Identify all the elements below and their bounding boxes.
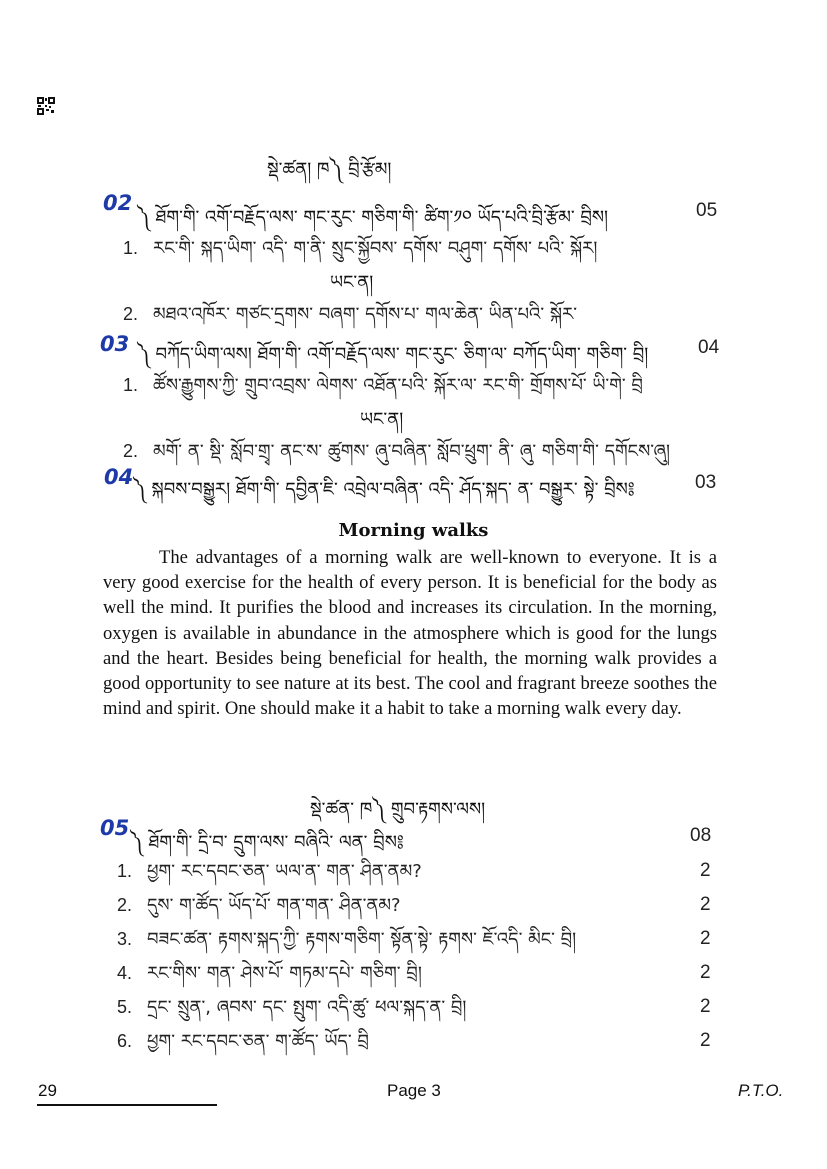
item-number: 1. [123, 238, 139, 258]
item-text: བཟང་ཚན་ རྟགས་སྐད་ཀྱི་ རྟགས་གཅིག་ སྟོན་སྟེ་ རྟགས་ ཇོ་འདི་ མིང་ བྲི། [147, 929, 577, 950]
page-number: Page 3 [387, 1081, 441, 1100]
item-text: དྲང་ སྲུན་, ཞབས་ དང་ སྤུག་ འདི་ཚུ་ ཕལ་སྐད་ན་ བྲི། [147, 997, 467, 1018]
item-number: 2. [123, 441, 139, 461]
item-marks: 2 [700, 894, 711, 915]
question-marks: 08 [690, 825, 712, 846]
question-number: 03 [100, 332, 130, 356]
passage-body [103, 545, 717, 721]
item-text: དུས་ ག་ཚོད་ ཡོད་པོ་ གན་གན་ ཤིན་ནམ? [147, 895, 401, 916]
item-number: 2. [123, 304, 139, 324]
item-text: མཐའ་འཁོར་ གཙང་དྲགས་ བཞག་ དགོས་པ་ གལ་ཆེན་ ཡིན་པའི་ སྐོར་ [153, 304, 577, 325]
question-number: 02 [103, 191, 133, 215]
passage-text: The advantages of a morning walk are well-known to everyone. It is a very good exercise for the health of every person. It is beneficial for the body as well the mind. It purifies the blood and increases its circulation. In the morning, oxygen is available in abundance in the atmosphere which is good for the lungs and the heart. Besides being beneficial for health, the morning walk provides a good opportunity to see nature at its best. The cool and fragrant breeze soothes the mind and spirit. One should make it a habit to take a morning walk every day. [103, 547, 717, 720]
item-marks: 2 [700, 860, 711, 881]
question-text: ༽ བཀོད་ཡིག་ལས། ཐོག་གི་ འགོ་བརྗོད་ལས་ གང་རུང་ ཅིག་ལ་ བཀོད་ཡིག་ གཅིག་ བྲི། [137, 344, 649, 365]
passage-title: Morning walks [338, 520, 489, 541]
item-marks: 2 [700, 962, 711, 983]
section-b-heading: སྡེ་ཚན་ ཁ༽ གྲུབ་རྟགས་ལས། [310, 799, 486, 820]
item-number: 1. [123, 375, 139, 395]
question-text: ༽ ཐོག་གི་ འགོ་བརྗོད་ལས་ གང་རུང་ གཅིག་གི་ ཚིག་༡༠ ཡོད་པའི་བྲི་རྩོམ་ བྲིས། [137, 207, 609, 228]
question-marks: 05 [696, 200, 718, 221]
item-text: མགོ་ ན་ སྡི་ སློབ་གྲྭ་ ནང་ས་ ཚུགས་ ཞུ་བཞིན་ སློབ་ཕྲུག་ ནི་ ཞུ་ གཅིག་གི་ དགོངས་ཞུ། [153, 441, 671, 462]
list-item [117, 1022, 369, 1072]
item-number: 6. [117, 1031, 133, 1051]
question-number: 04 [104, 465, 134, 489]
item-marks: 2 [700, 996, 711, 1017]
footer-divider [37, 1104, 217, 1106]
item-number: 4. [117, 963, 133, 983]
item-text: ཚོས་རྒྱུགས་ཀྱི་ གྲུབ་འབྲས་ ལེགས་ འཐོན་པའི་ སྐོར་ལ་ རང་གི་ གྲོགས་པོ་ ཡི་གེ་ བྲི [153, 375, 643, 396]
pto-label: P.T.O. [738, 1081, 784, 1100]
item-text: རང་གིས་ གན་ ཤེས་པོ་ གཏམ་དཔེ་ གཅིག་ བྲི། [147, 963, 422, 984]
item-text: ཕྱག་ རང་དབང་ཅན་ ག་ཚོད་ ཡོད་ བྲི [147, 1031, 369, 1052]
qr-code-icon [37, 97, 55, 115]
question-text: ༽ སྐབས་བསྒྱུར། ཐོག་གི་ དབྱིན་ཇི་ འབྲེལ་བཞིན་ འདི་ ཤོད་སྐད་ ན་ བསྒྱུར་ སྟེ་ བྲིས༔ [133, 479, 635, 500]
question-marks: 04 [698, 337, 720, 358]
question-text: ༽ ཐོག་གི་ དྲི་བ་ དྲུག་ལས་ བཞིའི་ ལན་ བྲིས༔ [130, 832, 404, 853]
item-marks: 2 [700, 1030, 711, 1051]
paper-code: 29 [38, 1081, 57, 1100]
item-number: 2. [117, 895, 133, 915]
item-number: 3. [117, 929, 133, 949]
question-marks: 03 [695, 472, 717, 493]
or-divider: ཡང་ན། [330, 272, 374, 293]
item-marks: 2 [700, 928, 711, 949]
item-number: 1. [117, 861, 133, 881]
or-divider: ཡང་ན། [360, 409, 404, 430]
section-a-heading: སྡེ་ཚན། ཁ༽ བྲི་རྩོམ། [267, 159, 392, 180]
item-text: ཕྱག་ རང་དབང་ཅན་ ཡལ་ན་ གན་ ཤིན་ནམ? [147, 861, 422, 882]
item-number: 5. [117, 997, 133, 1017]
item-text: རང་གི་ སྐད་ཡིག་ འདི་ ག་ནི་ སྲུང་སྐྱོབས་ དགོས་ བཤུག་ དགོས་ པའི་ སྐོར། [153, 238, 598, 259]
question-number: 05 [100, 816, 130, 840]
